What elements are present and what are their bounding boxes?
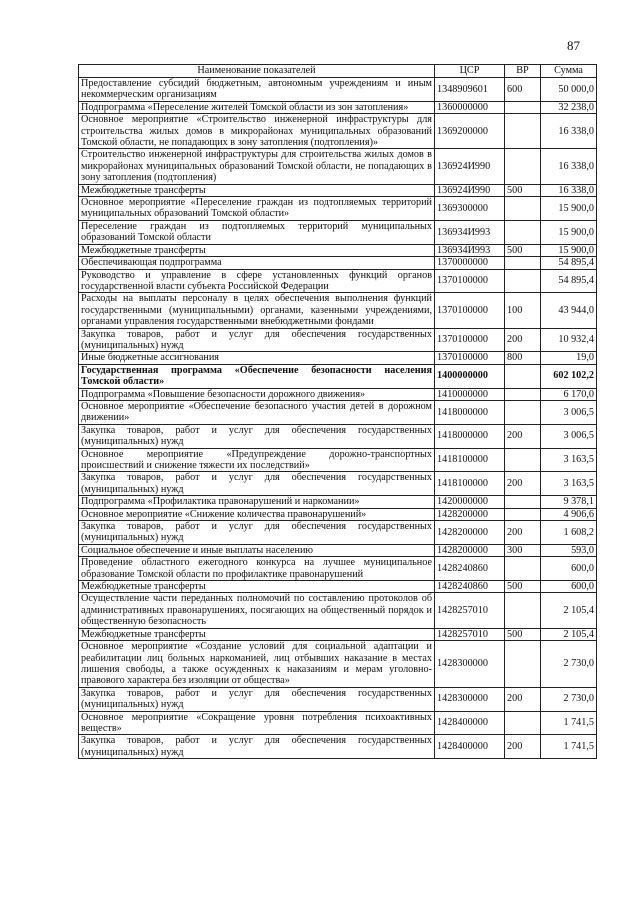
table-row: [79, 544, 597, 556]
row-name-cell: Государственная программа «Обеспечение безопасности населения Томской области»: [79, 364, 435, 388]
table-row: [79, 244, 597, 256]
row-vr-cell: [505, 197, 541, 221]
row-sum-cell: 15 900,0: [541, 197, 597, 221]
row-vr-cell: [505, 101, 541, 113]
row-sum-cell: 2 730,0: [541, 687, 597, 711]
row-vr-cell: [505, 269, 541, 293]
row-name-cell: Подпрограмма «Повышение безопасности дорожного движения»: [79, 388, 435, 400]
row-sum-cell: 6 170,0: [541, 388, 597, 400]
table-row: [79, 496, 597, 508]
row-csr-cell: 1369300000: [435, 197, 505, 221]
row-sum-cell: 10 932,4: [541, 328, 597, 352]
row-vr-cell: [505, 508, 541, 520]
row-vr-cell: [505, 496, 541, 508]
row-sum-cell: 32 238,0: [541, 101, 597, 113]
table-row: [79, 293, 597, 328]
row-csr-cell: 1400000000: [435, 364, 505, 388]
row-name-cell: Иные бюджетные ассигнования: [79, 352, 435, 364]
table-row: [79, 687, 597, 711]
row-csr-cell: 1418100000: [435, 472, 505, 496]
table-header-row: [79, 65, 597, 78]
row-vr-cell: [505, 149, 541, 184]
row-name-cell: Межбюджетные трансферты: [79, 581, 435, 593]
table-row: [79, 220, 597, 244]
row-sum-cell: 593,0: [541, 544, 597, 556]
row-csr-cell: 1428257010: [435, 593, 505, 628]
table-row: [79, 78, 597, 102]
row-name-cell: Основное мероприятие «Создание условий для социальной адаптации и реабилитации лиц больных наркоманией, лиц отбывших наказание в местах лишения свободы, а также осужденных к наказаниям и мерам уголовно-правового характера без изоляции от общества»: [79, 641, 435, 688]
row-vr-cell: [505, 400, 541, 424]
table-row: [79, 257, 597, 269]
row-sum-cell: 602 102,2: [541, 364, 597, 388]
row-vr-cell: 500: [505, 581, 541, 593]
row-sum-cell: 19,0: [541, 352, 597, 364]
row-sum-cell: 3 006,5: [541, 400, 597, 424]
row-vr-cell: 800: [505, 352, 541, 364]
row-sum-cell: 50 000,0: [541, 78, 597, 102]
row-csr-cell: 1428400000: [435, 735, 505, 759]
table-row: [79, 388, 597, 400]
row-csr-cell: 1428300000: [435, 641, 505, 688]
table-row: [79, 735, 597, 759]
row-csr-cell: 1370100000: [435, 269, 505, 293]
column-header-sum: Сумма: [541, 65, 597, 78]
row-vr-cell: 500: [505, 184, 541, 196]
row-csr-cell: 1348909601: [435, 78, 505, 102]
row-vr-cell: [505, 114, 541, 149]
row-sum-cell: 1 741,5: [541, 711, 597, 735]
row-name-cell: Закупка товаров, работ и услуг для обеспечения государственных (муниципальных) нужд: [79, 687, 435, 711]
row-name-cell: Предоставление субсидий бюджетным, автономным учреждениям и иным некоммерческим организациям: [79, 78, 435, 102]
row-vr-cell: 200: [505, 735, 541, 759]
row-sum-cell: 3 163,5: [541, 472, 597, 496]
row-csr-cell: 1360000000: [435, 101, 505, 113]
column-header-name: Наименование показателей: [79, 65, 435, 78]
table-row: [79, 508, 597, 520]
row-name-cell: Основное мероприятие «Обеспечение безопасного участия детей в дорожном движении»: [79, 400, 435, 424]
row-csr-cell: 1428200000: [435, 544, 505, 556]
row-sum-cell: 16 338,0: [541, 149, 597, 184]
row-csr-cell: 1370100000: [435, 293, 505, 328]
row-sum-cell: 2 105,4: [541, 628, 597, 640]
row-sum-cell: 54 895,4: [541, 269, 597, 293]
row-sum-cell: 4 906,6: [541, 508, 597, 520]
row-vr-cell: [505, 364, 541, 388]
row-vr-cell: [505, 388, 541, 400]
row-csr-cell: 1370100000: [435, 352, 505, 364]
row-sum-cell: 3 006,5: [541, 424, 597, 448]
row-vr-cell: [505, 448, 541, 472]
table-row: [79, 197, 597, 221]
table-row: [79, 328, 597, 352]
row-vr-cell: 500: [505, 628, 541, 640]
row-vr-cell: [505, 641, 541, 688]
row-sum-cell: 600,0: [541, 581, 597, 593]
row-vr-cell: [505, 711, 541, 735]
table-row: [79, 184, 597, 196]
row-csr-cell: 1428257010: [435, 628, 505, 640]
table-row: [79, 149, 597, 184]
row-sum-cell: 1 608,2: [541, 521, 597, 545]
row-name-cell: Руководство и управление в сфере установленных функций органов государственной власти субъекта Российской Федерации: [79, 269, 435, 293]
row-csr-cell: 136934И993: [435, 244, 505, 256]
row-name-cell: Обеспечивающая подпрограмма: [79, 257, 435, 269]
row-vr-cell: 200: [505, 328, 541, 352]
table-row: [79, 269, 597, 293]
page-number: 87: [567, 38, 580, 53]
row-sum-cell: 600,0: [541, 557, 597, 581]
row-name-cell: Подпрограмма «Переселение жителей Томской области из зон затопления»: [79, 101, 435, 113]
column-header-csr: ЦСР: [435, 65, 505, 78]
row-name-cell: Основное мероприятие «Снижение количества правонарушений»: [79, 508, 435, 520]
table-row: [79, 521, 597, 545]
row-sum-cell: 1 741,5: [541, 735, 597, 759]
row-csr-cell: 1418100000: [435, 448, 505, 472]
row-name-cell: Закупка товаров, работ и услуг для обеспечения государственных (муниципальных) нужд: [79, 735, 435, 759]
row-vr-cell: 500: [505, 244, 541, 256]
row-vr-cell: 600: [505, 78, 541, 102]
row-csr-cell: 136924И990: [435, 149, 505, 184]
table-row: [79, 400, 597, 424]
table-row: [79, 581, 597, 593]
table-row: [79, 641, 597, 688]
row-sum-cell: 9 378,1: [541, 496, 597, 508]
row-csr-cell: 1370100000: [435, 328, 505, 352]
row-vr-cell: [505, 593, 541, 628]
row-sum-cell: 3 163,5: [541, 448, 597, 472]
table-row: [79, 352, 597, 364]
row-vr-cell: 200: [505, 687, 541, 711]
row-name-cell: Межбюджетные трансферты: [79, 184, 435, 196]
row-csr-cell: 1420000000: [435, 496, 505, 508]
row-name-cell: Закупка товаров, работ и услуг для обеспечения государственных (муниципальных) нужд: [79, 472, 435, 496]
row-vr-cell: 200: [505, 521, 541, 545]
row-sum-cell: 15 900,0: [541, 220, 597, 244]
row-csr-cell: 1369200000: [435, 114, 505, 149]
row-name-cell: Межбюджетные трансферты: [79, 628, 435, 640]
row-sum-cell: 2 730,0: [541, 641, 597, 688]
row-csr-cell: 1428200000: [435, 521, 505, 545]
row-vr-cell: [505, 557, 541, 581]
row-name-cell: Основное мероприятие «Строительство инженерной инфраструктуры для строительства жилых домов в микрорайонах муниципальных образований Томской области, не попадающих в зону затопления (подтопления)»: [79, 114, 435, 149]
row-csr-cell: 1370000000: [435, 257, 505, 269]
row-vr-cell: [505, 257, 541, 269]
budget-table: [78, 64, 597, 759]
column-header-vr: ВР: [505, 65, 541, 78]
row-name-cell: Социальное обеспечение и иные выплаты населению: [79, 544, 435, 556]
table-row: [79, 364, 597, 388]
row-name-cell: Закупка товаров, работ и услуг для обеспечения государственных (муниципальных) нужд: [79, 424, 435, 448]
table-row: [79, 557, 597, 581]
row-name-cell: Строительство инженерной инфраструктуры для строительства жилых домов в микрорайонах муниципальных образований Томской области, не попадающих в зону затопления (подтопления): [79, 149, 435, 184]
row-name-cell: Межбюджетные трансферты: [79, 244, 435, 256]
row-sum-cell: 15 900,0: [541, 244, 597, 256]
row-sum-cell: 54 895,4: [541, 257, 597, 269]
row-name-cell: Осуществление части переданных полномочий по составлению протоколов об административных правонарушениях, посягающих на общественный порядок и общественную безопасность: [79, 593, 435, 628]
table-row: [79, 711, 597, 735]
row-name-cell: Основное мероприятие «Переселение граждан из подтопляемых территорий муниципальных образований Томской области»: [79, 197, 435, 221]
row-sum-cell: 2 105,4: [541, 593, 597, 628]
table-body: [79, 78, 597, 759]
row-csr-cell: 136934И993: [435, 220, 505, 244]
row-vr-cell: 200: [505, 424, 541, 448]
row-vr-cell: 200: [505, 472, 541, 496]
row-csr-cell: 1428200000: [435, 508, 505, 520]
table-row: [79, 101, 597, 113]
row-csr-cell: 1410000000: [435, 388, 505, 400]
row-vr-cell: 300: [505, 544, 541, 556]
row-csr-cell: 136924И990: [435, 184, 505, 196]
row-csr-cell: 1428400000: [435, 711, 505, 735]
row-sum-cell: 43 944,0: [541, 293, 597, 328]
row-vr-cell: 100: [505, 293, 541, 328]
row-csr-cell: 1418000000: [435, 424, 505, 448]
table-row: [79, 424, 597, 448]
table-row: [79, 472, 597, 496]
row-csr-cell: 1428240860: [435, 557, 505, 581]
table-row: [79, 114, 597, 149]
table-row: [79, 593, 597, 628]
row-sum-cell: 16 338,0: [541, 184, 597, 196]
table-row: [79, 628, 597, 640]
row-name-cell: Закупка товаров, работ и услуг для обеспечения государственных (муниципальных) нужд: [79, 521, 435, 545]
row-name-cell: Основное мероприятие «Сокращение уровня потребления психоактивных веществ»: [79, 711, 435, 735]
row-name-cell: Подпрограмма «Профилактика правонарушений и наркомании»: [79, 496, 435, 508]
row-vr-cell: [505, 220, 541, 244]
row-name-cell: Переселение граждан из подтопляемых территорий муниципальных образований Томской области: [79, 220, 435, 244]
row-csr-cell: 1428240860: [435, 581, 505, 593]
row-name-cell: Закупка товаров, работ и услуг для обеспечения государственных (муниципальных) нужд: [79, 328, 435, 352]
row-name-cell: Проведение областного ежегодного конкурса на лучшее муниципальное образование Томской области по профилактике правонарушений: [79, 557, 435, 581]
row-name-cell: Основное мероприятие «Предупреждение дорожно-транспортных происшествий и снижение тяжести их последствий»: [79, 448, 435, 472]
row-name-cell: Расходы на выплаты персоналу в целях обеспечения выполнения функций государственными (муниципальными) органами, казенными учреждениями, органами управления государственными внебюджетными фондами: [79, 293, 435, 328]
row-csr-cell: 1418000000: [435, 400, 505, 424]
row-csr-cell: 1428300000: [435, 687, 505, 711]
table-row: [79, 448, 597, 472]
row-sum-cell: 16 338,0: [541, 114, 597, 149]
